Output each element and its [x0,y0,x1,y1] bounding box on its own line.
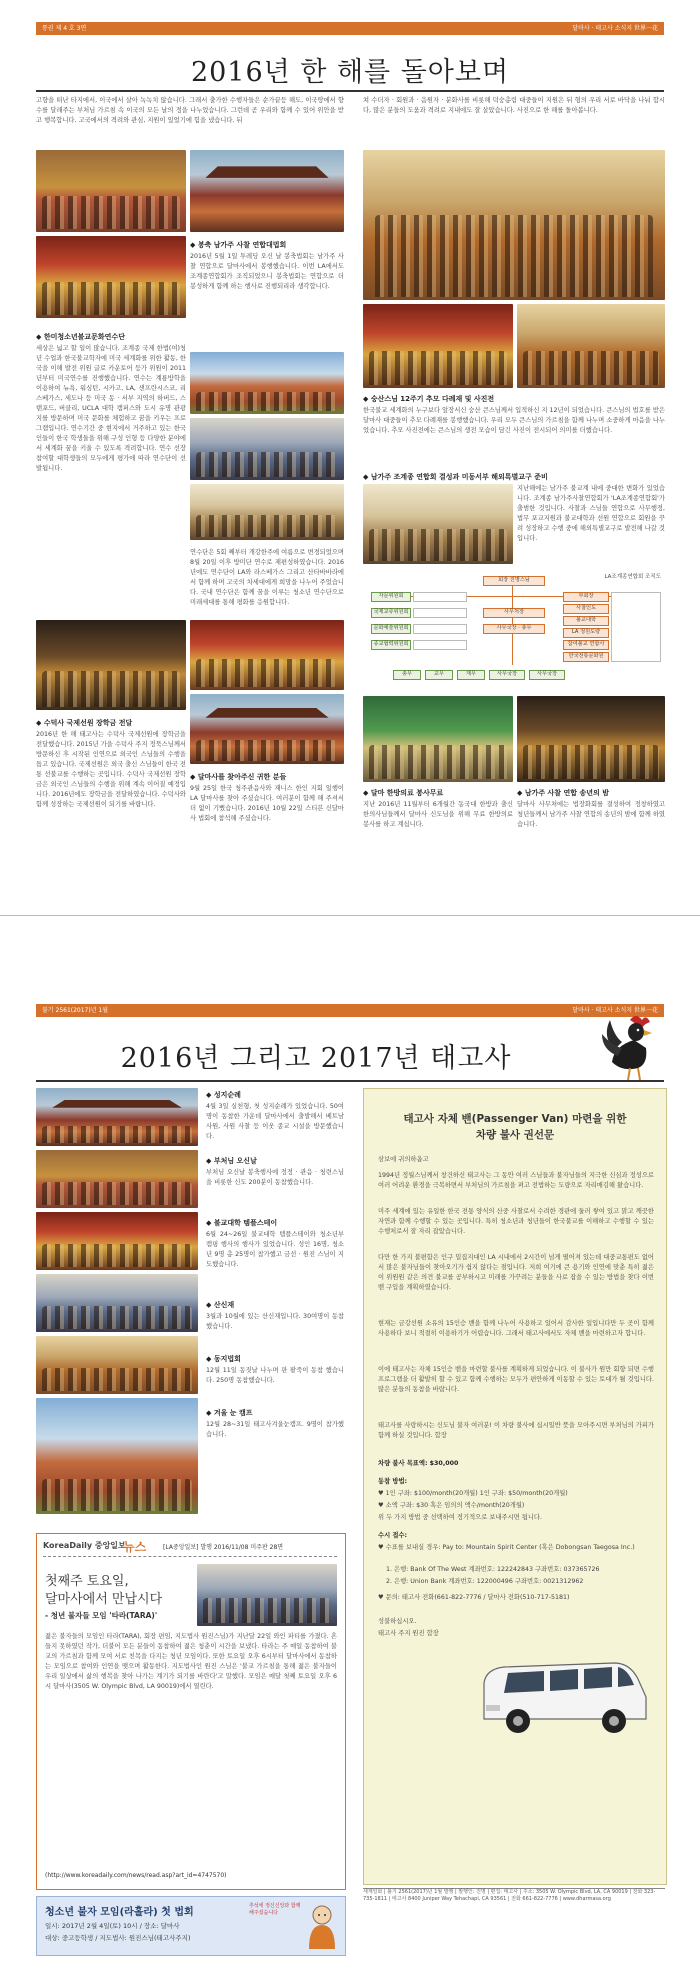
photo-snow-camp [36,1398,198,1514]
photo-buddha-day-2 [36,1150,198,1208]
news-source: KoreaDaily 중앙일보 [43,1541,126,1550]
caption-medical: ◆ 달마 한방의료 봉사무료 [363,789,444,797]
appeal-method-2: ♥ 소액 구좌: $30 혹은 임의의 액수/month(20개월) [378,1502,525,1509]
news-label: 뉴스 [123,1540,147,1554]
appeal-closing-1: 성불하십시오. [378,1618,417,1625]
caption-visitors: ◆ 달마사를 찾아주신 귀한 분들 [190,773,287,781]
news-headline-2: 달마사에서 만납시다 [45,1592,163,1607]
news-subhead: - 청년 불자들 모임 '타라(TARA)' [45,1611,158,1620]
appeal-target: 차량 불사 목표액: $30,000 [378,1460,459,1467]
text-year-end: 달마사 사무처에는 법장화회를 결성하여 정창하였고 청년들께서 남가주 사찰 연합의 송년의 밤에 함께 하였습니다. [517,801,665,828]
text-buddha-birthday: 2016년 5월 1일 투레딩 오신 날 봉축법회는 남가주 사찰 연합으로 달마사에서 봉행했습니다. 이번 LA에서도 조계종연합회가 조직되었으니 봉축법회는 연합으로 더 봉성하게 함께 하는 행사로 진행되리라 생각합니다. [190,253,344,290]
appeal-p5: 이에 태고사는 자체 15인승 밴을 마련할 불사를 계획하게 되었습니다. 이 불사가 원만 회향 되면 수행 프로그램을 더 활발히 할 수 있고 함께 수행하는 모두가 편안하게 이동할 수 있는 토대가 될 것입니다. 많은 분들의 동참을 바랍니다. [378,1366,654,1393]
header-issue-2: 불기 2561(2017)년 1월 [42,1007,109,1014]
news-link[interactable]: (http://www.koreadaily.com/news/read.asp?art_id=4747570) [45,1872,227,1879]
appeal-contact: ♥ 문의: 태고사 전화(661-822-7776 / 달마사 전화(510-717-5181) [378,1594,570,1601]
org-right-1: 부회장 [563,592,609,602]
appeal-p1: 1994년 정월스님께서 창건하신 태고사는 그 동안 여러 스님들과 불자님들의 지극한 신심과 정성으로 여러 어려운 환경을 극복하면서 부처님의 가르침을 펴고 전법하는 도량으로 자리매김해 왔습니다. [378,1172,654,1189]
org-bottom-4: 사무국장 [489,670,525,680]
appeal-method-1: ♥ 1인 구좌: $100/month(20개월) 1인 구좌: $50/month(20개월) [378,1490,568,1497]
event-text-2: 부처님 오신날 봉축행사에 정정 · 관음 · 청련스님을 비롯한 신도 200분이 동참했습니다. [206,1169,344,1186]
caption-scholarship: ◆ 수덕사 국제선원 장학금 전달 [36,719,133,727]
photo-sedona-group [190,352,344,414]
text-youth-program: 세상은 넓고 할 일이 많습니다. 조계종 국제 한법(여)청년 수업과 한국불교학자에 미국 세계화를 위한 활동, 한국을 이해 발전 위원 글로 카운토어 등가 위원이 2011년부터 미국연수를 진행했습니다. 연수는 계룡방학을 이용하여 뉴욕, 워싱턴, 시카고, LA, 샌프란시스코, 리스베가스, 세도나 등 미국 동 · 서부 지역의 하버드, 스탠포드, 버클리, UCLA 대학 캠퍼스와 도시 유명 관광지를 방문하며 미국 문화를 체험하고 꿈을 키우는 프로그램입니다. 연수기간 중 현지에서 거주하고 있는 한국인들이 한국 학생들을 위해 구성 인형 등 다양한 분야에서 세계화 꿈을 키울 수 있도록 격려합니다. 연수 선장 참여할 대학생들의 모두에게 평가에 따라 연수단이 선발됩니다. [36,345,186,472]
appeal-account-2: 1. 은행: Bank Of The West 계좌번호: 122242843 구좌번호: 037365726 [386,1566,600,1573]
news-clipping [36,1533,346,1890]
event-text-4: 3월과 10월에 있는 산신재입니다. 30여명이 동참했습니다. [206,1313,344,1330]
photo-temple-lanterns [190,150,344,232]
youth-meeting-badge: 추석에 정신신앙과 함께 해주셨습니다 [249,1903,301,1916]
photo-pilgrimage [36,1088,198,1146]
appeal-method-3: 위 두 가지 방법 중 선택하여 정기적으로 보내주시면 됩니다. [378,1514,543,1521]
event-title-6: ◆ 겨울 눈 캠프 [206,1409,253,1417]
header-issue: 통권 제 4 호 3면 [42,25,87,32]
org-bottom-2: 교무 [425,670,453,680]
event-text-6: 12월 28~31일 태고사겨울눈캠프. 9명이 참가했습니다. [206,1421,344,1438]
photo-winter-solstice [36,1336,198,1394]
youth-meeting-info-2: 대상: 중고등학생 / 지도법사: 원진스님(태고사주지) [45,1934,191,1942]
org-left-2: 국제교류위원회 [371,608,411,618]
org-right-6: 한국전통문화원 [563,652,609,662]
org-right-3: 불교대학 [563,616,609,626]
photo-buddha-birthday-crowd [36,150,186,232]
appeal-p3: 다만 한 가지 불편함은 인구 밀집지대인 LA 시내에서 2시간이 넘게 떨어져 있는데 대중교통편도 없어서 많은 불자님들이 찾아오기가 쉽지 않다는 점입니다. 저희 여기에 큰 용기와 인연에 맞춘 특히 젊은이 위원원 같은 의견 불교를 공부하시고 미래를 가꾸려는 분들을 사로 잡을 수 있는 방법을 찾다 이번 밴 구입을 계획하였습니다. [378,1254,654,1291]
photo-association-meeting [363,484,513,564]
appeal-account-3: 2. 은행: Union Bank 계좌번호: 122000496 구좌번호: 0021312962 [386,1578,584,1585]
youth-meeting-banner [36,1896,346,1956]
appeal-greeting: 삼보에 귀의하옵고 [378,1156,429,1163]
org-bottom-1: 총무 [393,670,421,680]
org-left-1: 자문위원회 [371,592,411,602]
event-title-4: ◆ 산신재 [206,1301,235,1309]
appeal-closing-2: 태고사 주지 원진 합장 [378,1630,439,1637]
org-chart-title: LA조계종연합회 조직도 [604,574,661,580]
page-footer: 세계일화 | 불기 2561(2017)년 1월 발행 | 발행인: 진명 | 편집: 태고사 | 주소: 3505 W. Olympic Blvd, LA, CA 90019 | 전화 323-735-1811 | 태고사 8400 Juniper Way Tehachapi, CA 93561 | 전화 661-822-7776 | www.dharmasa.org [363,1888,665,1951]
photo-scholarship-night [36,620,186,710]
photo-ceremony-hall [36,236,186,318]
event-text-1: 4월 3일 실천형, 첫 성지순례가 있었습니다. 50여명이 동참한 가운데 달마사에서 출발해서 베트남 사원, 사원 사찰 등 이웃 종교 시설을 방문했습니다. [206,1103,344,1140]
page-header-bar-2 [36,1004,664,1017]
event-title-5: ◆ 동지법회 [206,1355,241,1363]
event-title-3: ◆ 불교대학 템플스테이 [206,1219,278,1227]
news-body: 젊은 불자들의 모임인 타라(TARA), 회장 편임, 지도법사 원진스님)가 지난달 22일 와인 파티를 가졌다. 흔들지 못하였던 작가, 더불어 모든 분들이 동참하여 젊은 청춘이 시간을 보냈다. 타라는 주 매일 동참하여 불교의 가르침과 함께 모여 서로 친목을 다지는 청년 모임이다. 또한 토요일 오후 6시부터 달마사에서 동참하는 모임으로 참여와 인연을 맺으며 활동한다. 지도법사인 원진 스님은 '불교 가르침을 통해 젊은 불자들이 우리 일상에서 삶의 행복을 찾아 나가는 계기가 되기를 바란다'고 말했다. 모임은 매달 첫째 토요일 오후 6시 달마사(3505 W. Olympic Blvd, LA 90019)에서 열린다. [45,1633,337,1690]
intro-text-right: 쳐 수더자 · 회원과 · 음원자 · 분화사를 비롯해 덕숭총림 대중들이 지원은 뒤 형의 우리 서로 바닥을 나눠 합시다, 많은 분들의 도움과 격려로 지내에도 잘 살았습니다. 사진으로 한 해를 돌아봅니다. [363,97,665,114]
caption-year-end: ◆ 남가주 사찰 연합 송년의 밤 [517,789,609,797]
page-header-bar [36,22,664,35]
text-memorial: 한국불교 세계화의 누구보다 앞장서신 숭산 큰스님께서 입적하신 지 12년이 되었습니다. 큰스님의 법호를 받은 달마사 대중들이 추모 다례재를 봉행했습니다. 우리 모두 큰스님의 가르침을 함께 나누며 소중하게 마음을 나누었습니다. 추모 사진전에는 큰스님의 생전 모습이 담긴 사진이 전시되어 의미를 더했습니다. [363,407,665,434]
passenger-van-icon [474,1649,654,1745]
intro-text-left: 고향을 떠난 타지에서, 이국에서 살아 녹녹치 않습니다. 그래서 출가한 수행자들은 순가끝등 해도, 이국땅에서 향수를 달래주는 부처님 가르침 속 이국의 모든 날의 정을 나누었습니다. 그런데 곧 우리와 함께 수 있어 위안을 받고 행복합니다. 고국에서의 격려와 관심, 지원이 있었기에 힘을 냈습니다. 뒤 [36,97,344,124]
title-rule-2 [36,1080,664,1082]
caption-association: ◆ 남가주 조계종 연합회 결성과 미동서부 해외특별교구 준비 [363,473,548,481]
photo-memorial-exhibit [517,304,665,388]
appeal-method-title: 동참 방법: [378,1478,408,1485]
org-right-2: 사찰인도 [563,604,609,614]
photo-year-end-party [517,696,665,782]
photo-banner-group [190,418,344,480]
text-medical: 지난 2016년 11월부터 6개월간 동국대 한방과 출신 한의사님들께서 달마사 신도님을 위해 무료 한방의료 봉사를 하고 계십니다. [363,801,513,828]
event-title-1: ◆ 성지순례 [206,1091,241,1099]
org-bottom-3: 재무 [457,670,485,680]
org-chart [363,572,665,690]
page-separator [0,915,700,970]
org-left-4: 종교협력위원회 [371,640,411,650]
photo-temple-stay [36,1212,198,1270]
page-title-2: 2016년 그리고 2017년 태고사 [120,1043,512,1074]
photo-classroom [190,484,344,540]
event-text-5: 12월 11일 동짓날 나누며 판 팥죽이 동참 했습니다. 250명 동참했습니다. [206,1367,344,1384]
caption-memorial: ◆ 숭산스님 12주기 추모 다례재 및 사진전 [363,395,495,403]
appeal-account-1: ♥ 수표를 보내실 경우: Pay to: Mountain Spirit Center (혹은 Dobongsan Taegosa Inc.) [378,1544,635,1551]
header-publication: 달마사 · 태고사 소식지 世界一花 [572,25,658,32]
title-rule [36,90,664,92]
news-meta: [LA중앙일보] 발행 2016/11/08 미주판 28면 [163,1544,284,1551]
appeal-p2: 미주 세계에 있는 유일한 한국 전통 양식의 산중 사찰로서 수려한 경관에 둘러 쌓여 있고 맑고 깨끗한 자연과 함께 수행할 수 있는 곳입니다. 특히 청소년과 청년들이 한국불교를 이해하고 수행할 수 있는 수행처로서 잘 자리 잡았습니다. [378,1208,654,1235]
text-association: 지난해에는 남가주 불교계 내에 중대한 변화가 있었습니다. 조계종 남가주사찰연합회가 'LA조계종연합회'가 출범한 것입니다. 사찰과 스님들 연합으로 사무행정, 법무 포교지원과 불교대학과 선원 연합으로 회원을 꾸려 성장하고 수행 중에 해외특별교구로 발전해 나갈 것입니다. [517,485,665,542]
newsletter-page-3 [0,0,700,915]
page-title: 2016년 한 해를 돌아보며 [190,57,510,88]
youth-meeting-title: 청소년 불자 모임(라홀라) 첫 법회 [45,1907,194,1918]
text-visitors: 9월 25일 한국 청주관음사와 재니스 한인 지회 일행이 LA 달마사를 찾아 주셨습니다. 여러분이 함께 해 주셔서 더 없이 기뻤습니다. 2016년 10월 22일 스티븐 신달마사 법회에 참석해 주셨습니다. [190,785,344,822]
youth-meeting-info-1: 일시: 2017년 2월 4일(토) 10시 / 장소: 달마사 [45,1922,180,1930]
event-title-2: ◆ 부처님 오신날 [206,1157,257,1165]
org-right-5: 참여불교 연합사 [563,640,609,650]
news-headline-1: 첫째주 토요일, [45,1574,129,1589]
appeal-title-1: 태고사 자체 밴(Passenger Van) 마련을 위한 [403,1113,627,1125]
text-scholarship: 2016년 한 해 태고사는 수덕사 국제선원에 장학금을 전달했습니다. 2015년 가을 수덕사 주지 정묵스님께서 방문하신 후 시작된 인연으로 외국인 스님들의 수행을 돕고 있습니다. 국제선원은 외국 출신 스님들이 한국 전통 선불교를 수행하는 곳입니다. 수덕사 국제선원 장학금은 외국인 스님들의 수행을 위해 계속 이어질 예정입니다. 2016년에도 장학금을 전달하였습니다. 수덕사와 함께 성장하는 국제선원이 되기를 바랍니다. [36,731,186,808]
org-right-4: LA 청원도량 [563,628,609,638]
child-monk-icon [303,1903,341,1949]
appeal-account-title: 수시 접수: [378,1532,408,1539]
rooster-icon [600,1010,666,1082]
photo-visitors-gate [190,694,344,764]
caption-buddha-birthday: ◆ 봉축 남가주 사찰 연합대법회 [190,241,287,249]
text-youth-program-2: 연수단은 5회 째부터 개강한주에 여름으로 변경되었으며 8월 20일 이후 방미단 연수로 재편성하였습니다. 2016년에도 연수단이 LA와 라스베가스 그리고 산타바바라에서 함께 하며 고국의 차세대에게 희망을 나누어 주었습니다. 국내 연수단은 함께 꿈을 이루는 청소년 연수단으로 미래세대를 통해 평화를 응원합니다. [190,549,344,606]
org-left-3: 문화예술위원회 [371,624,411,634]
photo-memorial-altar [363,304,513,388]
org-mid-2: 사무국장 · 총무 [483,624,545,634]
appeal-p6: 태고사를 사랑하시는 신도님 불자 여러분! 이 차량 불사에 십시일반 뜻을 모아주시면 부처님의 가피가 함께 하실 것입니다. 합장 [378,1422,654,1439]
org-mid-1: 사무처장 [483,608,545,618]
photo-tara-group [197,1564,337,1626]
newsletter-page-4 [0,968,700,1970]
appeal-title-2: 차량 불사 권선문 [475,1129,555,1141]
photo-mountain-rite [36,1274,198,1332]
appeal-p4: 현재는 금강선원 소유의 15인승 밴을 함께 나누어 사용하고 있어서 감사한 일입니다만 두 곳이 함께 사용하다 보니 적절히 이용하기가 어렵습니다. 그래서 태고사에서도 자체 밴을 마련하고자 합니다. [378,1320,654,1337]
donation-appeal-panel [363,1088,667,1885]
photo-dharma-hall [190,620,344,690]
caption-youth-program: ◆ 한미청소년불교문화연수단 [36,333,125,341]
header-publication-2: 달마사 · 태고사 소식지 世界一花 [572,1007,658,1014]
org-president: 회장 진명스님 [483,576,545,586]
photo-medical-service [363,696,513,782]
event-text-3: 6월 24~26일 불교대학 템플스테이와 청소년부 캠핑 행사의 행사가 있었습니다. 성인 16명, 청소년 9명 총 25명이 참가했고 금선 · 원진 스님이 지도했습니다. [206,1231,344,1268]
org-bottom-5: 사무국장 [529,670,565,680]
photo-memorial-monks [363,150,665,300]
